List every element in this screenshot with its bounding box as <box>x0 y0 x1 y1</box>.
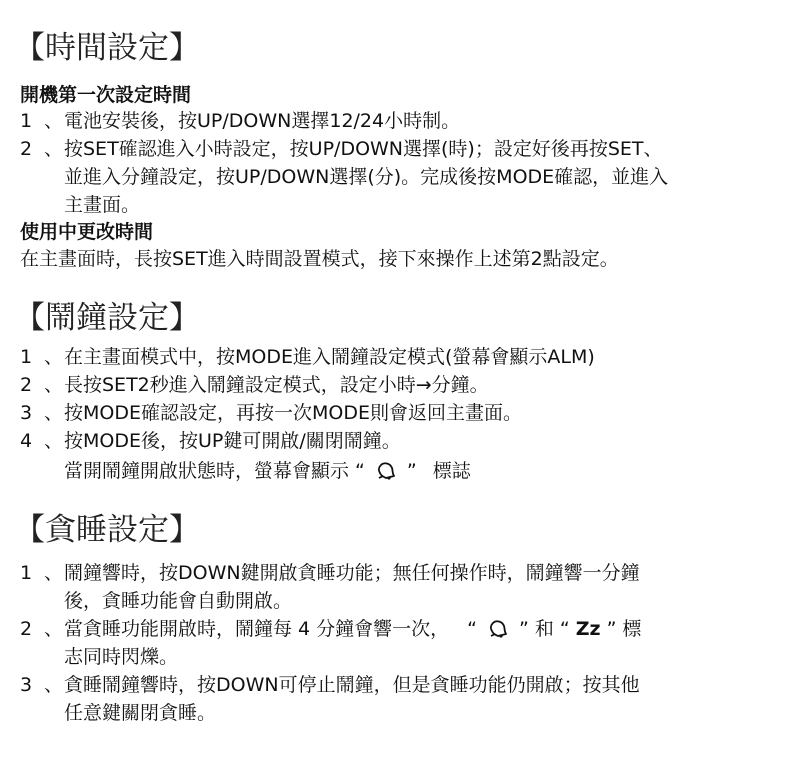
item-continuation: 任意鍵關閉貪睡。 <box>64 702 217 724</box>
list-item <box>20 616 641 642</box>
section-title-time: 【時間設定】 <box>14 30 200 66</box>
item-separator: 、 <box>44 110 64 132</box>
list-item <box>20 344 595 370</box>
item-text: 和 <box>534 618 554 640</box>
subheading-first-setup: 開機第一次設定時間 <box>20 84 192 106</box>
item-number: 1 <box>20 562 33 584</box>
item-separator: 、 <box>44 374 64 396</box>
item-continuation: 後，貪睡功能會自動開啟。 <box>64 590 293 612</box>
item-continuation: 主畫面。 <box>64 194 141 216</box>
item-number: 2 <box>20 374 33 396</box>
continuation-text: 標誌 <box>432 460 471 482</box>
quote-close: ” <box>519 618 529 640</box>
list-item <box>20 428 401 454</box>
quote-open: “ <box>467 618 478 640</box>
item-text: 長按SET2秒進入鬧鐘設定模式，設定小時→分鐘。 <box>64 374 489 396</box>
list-item <box>20 136 663 162</box>
item-number: 2 <box>20 618 33 640</box>
item-text: 貪睡鬧鐘響時，按DOWN可停止鬧鐘，但是貪睡功能仍開啟；按其他 <box>64 674 640 696</box>
item-text: 按MODE確認設定，再按一次MODE則會返回主畫面。 <box>64 402 522 424</box>
snooze-zz-label: Zz <box>575 618 601 640</box>
paragraph: 在主畫面時，長按SET進入時間設置模式，接下來操作上述第2點設定。 <box>20 248 619 270</box>
quote-close: ” <box>406 460 417 482</box>
item-number: 3 <box>20 674 33 696</box>
bell-icon <box>487 617 509 639</box>
item-continuation: 志同時閃爍。 <box>64 646 179 668</box>
item-continuation: 並進入分鐘設定，按UP/DOWN選擇(分)。完成後按MODE確認，並進入 <box>64 166 669 188</box>
item-text: 電池安裝後，按UP/DOWN選擇12/24小時制。 <box>64 110 461 132</box>
bell-icon <box>375 459 397 481</box>
list-item <box>20 108 460 134</box>
item-number: 2 <box>20 138 33 160</box>
list-item <box>20 672 640 698</box>
item-text: 按MODE後，按UP鍵可開啟/關閉鬧鐘。 <box>64 430 401 452</box>
item-continuation <box>64 458 471 484</box>
item-separator: 、 <box>44 618 64 640</box>
continuation-text: 當開鬧鐘開啟狀態時，螢幕會顯示 <box>64 460 350 482</box>
item-separator: 、 <box>44 674 64 696</box>
subheading-change-time: 使用中更改時間 <box>20 221 154 243</box>
quote-open: “ <box>559 618 570 640</box>
list-item <box>20 560 640 586</box>
item-text: 鬧鐘響時，按DOWN鍵開啟貪睡功能；無任何操作時，鬧鐘響一分鐘 <box>64 562 640 584</box>
item-text: 標 <box>622 618 642 640</box>
item-text: 按SET確認進入小時設定，按UP/DOWN選擇(時)；設定好後再按SET、 <box>64 138 663 160</box>
item-separator: 、 <box>44 402 64 424</box>
item-number: 1 <box>20 346 33 368</box>
section-title-snooze: 【貪睡設定】 <box>14 512 200 548</box>
section-title-alarm: 【鬧鐘設定】 <box>14 300 200 336</box>
item-separator: 、 <box>44 430 64 452</box>
item-separator: 、 <box>44 138 64 160</box>
item-text: 在主畫面模式中，按MODE進入鬧鐘設定模式(螢幕會顯示ALM) <box>64 346 595 368</box>
list-item <box>20 372 489 398</box>
item-separator: 、 <box>44 562 64 584</box>
item-text: 當貪睡功能開啟時，鬧鐘每 4 分鐘會響一次， <box>64 618 450 640</box>
quote-open: “ <box>355 460 365 482</box>
list-item <box>20 400 522 426</box>
quote-close: ” <box>606 618 617 640</box>
item-separator: 、 <box>44 346 64 368</box>
item-number: 1 <box>20 110 33 132</box>
item-number: 3 <box>20 402 33 424</box>
item-number: 4 <box>20 430 33 452</box>
